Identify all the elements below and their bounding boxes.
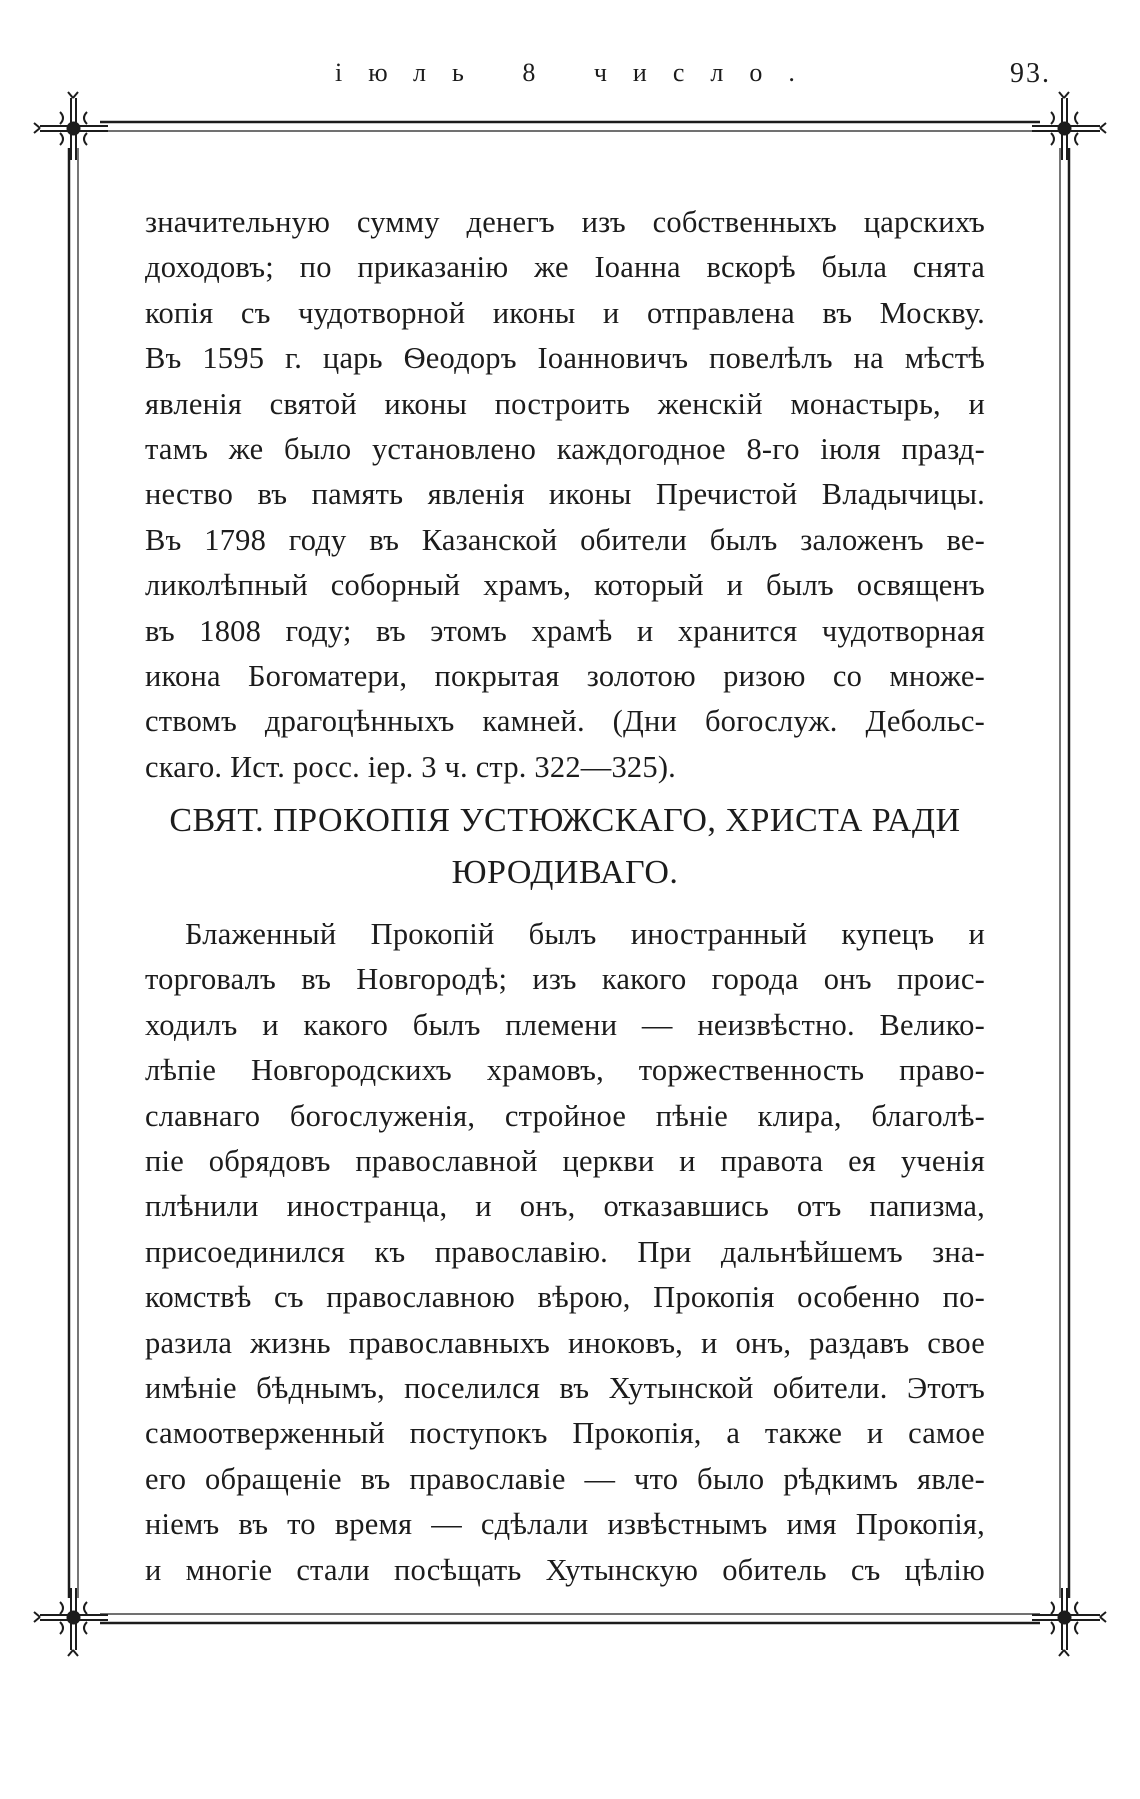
text-line: явленія святой иконы построить женскій монастырь, и [145,386,985,421]
text-line: тамъ же было установлено каждогодное 8-го іюля празд- [145,432,985,467]
text-line: піе обрядовъ православной церкви и правота ея ученія [145,1144,985,1179]
text-line: Въ 1798 году въ Казанской обители былъ заложенъ ве- [145,522,985,557]
corner-ornament-top-left [34,92,108,160]
text-line: Блаженный Прокопій былъ иностранный купецъ и [185,917,985,951]
section-heading [145,795,985,899]
running-title: іюль 8 число. [335,58,821,87]
text-line: въ 1808 году; въ этомъ храмѣ и хранится чудотворная [145,613,985,648]
corner-ornament-top-right [1032,92,1106,160]
text-line: плѣнили иностранца, и онъ, отказавшись отъ папизма, [145,1189,985,1224]
text-line: самоотверженный поступокъ Прокопія, а также и самое [145,1416,985,1451]
text-line: ликолѣпный соборный храмъ, который и былъ освященъ [145,568,985,603]
text-line: разила жизнь православныхъ иноковъ, и онъ, раздавъ свое [145,1325,985,1360]
page-number: 93. [1010,58,1051,89]
text-line: нество въ память явленія иконы Пречистой Владычицы. [145,477,985,512]
corner-ornament-bottom-left [34,1588,108,1656]
text-line: значительную сумму денегъ изъ собственныхъ царскихъ [145,205,985,239]
text-line: его обращеніе въ православіе — что было рѣдкимъ явле- [145,1461,985,1496]
paragraph-continued [145,200,985,790]
corner-ornament-bottom-right [1032,1588,1106,1656]
text-line: торговалъ въ Новгородѣ; изъ какого города онъ проис- [145,962,985,997]
paragraph-life [145,912,985,1593]
heading-line: СВЯТ. ПРОКОПІЯ УСТЮЖСКАГО, ХРИСТА РАДИ [169,802,961,839]
text-line: копія съ чудотворной иконы и отправлена въ Москву. [145,295,985,330]
text-line: и многіе стали посѣщать Хутынскую обитель съ цѣлію [145,1552,985,1587]
heading-line: ЮРОДИВАГО. [451,854,679,891]
text-line: комствѣ съ православною вѣрою, Прокопія особенно по- [145,1280,985,1315]
text-line: славнаго богослуженія, стройное пѣніе клира, благолѣ- [145,1098,985,1133]
text-line: Въ 1595 г. царь Ѳеодоръ Іоанновичъ повелѣлъ на мѣстѣ [145,341,985,376]
text-line: доходовъ; по приказанію же Іоанна вскорѣ была снята [145,250,985,285]
text-line: скаго. Ист. росс. іер. 3 ч. стр. 322—325). [145,749,677,784]
text-line: ходилъ и какого былъ племени — неизвѣстно. Велико- [145,1007,985,1042]
text-line: ствомъ драгоцѣнныхъ камней. (Дни богослуж. Дебольс- [145,704,985,739]
text-line: имѣніе бѣднымъ, поселился въ Хутынской обители. Этотъ [145,1371,985,1406]
text-line: присоединился къ православію. При дальнѣйшемъ зна- [145,1234,985,1269]
text-line: ніемъ въ то время — сдѣлали извѣстнымъ имя Прокопія, [145,1507,985,1542]
running-head [0,58,1140,98]
text-line: икона Богоматери, покрытая золотою ризою со множе- [145,659,985,694]
text-line: лѣпіе Новгородскихъ храмовъ, торжественность право- [145,1053,985,1088]
